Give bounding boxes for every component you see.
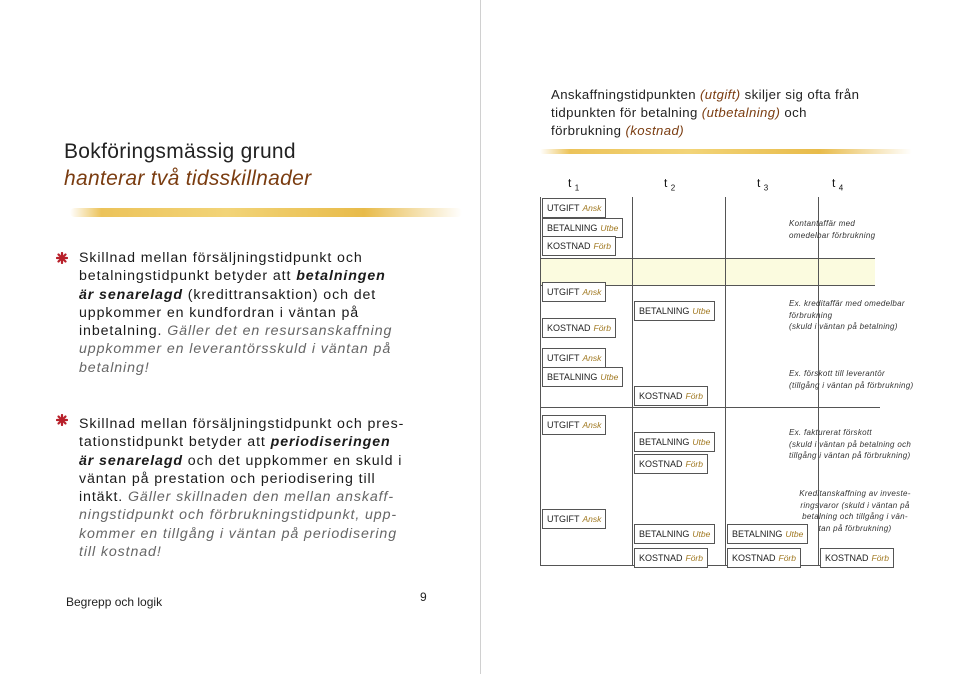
box-label: KOSTNAD xyxy=(825,553,869,563)
text-run: betalningstidpunkt betyder att xyxy=(79,268,297,285)
bullet-paragraph-1 xyxy=(79,249,419,377)
footer-label: Begrepp och logik xyxy=(66,595,163,609)
text-run-grey: Gäller det en resursanskaffning xyxy=(167,323,393,340)
box-sublabel: Ansk xyxy=(582,287,602,297)
t-subscript: 4 xyxy=(838,183,844,193)
box-kostnad xyxy=(542,318,616,338)
box-sublabel: Förb xyxy=(685,553,703,563)
timeline-vertical xyxy=(540,197,541,565)
box-label: BETALNING xyxy=(639,306,690,316)
timeline-vertical xyxy=(725,197,726,565)
box-label: UTGIFT xyxy=(547,287,580,297)
box-label: KOSTNAD xyxy=(639,459,683,469)
box-utgift xyxy=(542,348,606,368)
text-run: intäkt. xyxy=(79,489,128,506)
page-title: Bokföringsmässig grund xyxy=(64,140,296,163)
box-label: KOSTNAD xyxy=(639,553,683,563)
box-sublabel: Utbe xyxy=(692,306,711,316)
note-line: Ex. kreditaffär med omedelbar xyxy=(789,299,905,308)
box-sublabel: Förb xyxy=(685,391,703,401)
box-kostnad xyxy=(727,548,801,568)
emphasis: betalningen xyxy=(296,268,386,285)
note-line: tan på förbrukning) xyxy=(818,523,892,533)
text-run: skiljer sig ofta från xyxy=(740,87,860,102)
text-line xyxy=(79,433,424,451)
text-line: uppkommer en kundfordran i väntan på xyxy=(79,304,360,321)
box-label: BETALNING xyxy=(547,223,598,233)
box-kostnad xyxy=(820,548,894,568)
text-line xyxy=(79,488,424,506)
box-label: BETALNING xyxy=(547,372,598,382)
note-advance-to-supplier xyxy=(789,368,914,391)
text-line xyxy=(79,322,419,340)
box-sublabel: Ansk xyxy=(582,514,602,524)
text-line: ningstidpunkt och förbrukningstidpunkt, upp- xyxy=(79,507,398,524)
text-line xyxy=(79,452,424,470)
emphasis: är senarelagd xyxy=(79,286,183,303)
emphasis: periodiseringen xyxy=(270,434,391,451)
text-line: Skillnad mellan försäljningstidpunkt och pres- xyxy=(79,416,405,432)
text-line: Skillnad mellan försäljningstidpunkt och xyxy=(79,250,363,266)
note-line: (skuld i väntan på betalning och xyxy=(789,439,912,449)
text-run: inbetalning. xyxy=(79,323,168,340)
box-label: BETALNING xyxy=(639,529,690,539)
text-run-italic: (utgift) xyxy=(700,87,741,102)
text-run: förbrukning xyxy=(551,123,626,138)
box-utgift xyxy=(542,509,606,529)
time-label-t2 xyxy=(664,176,675,192)
note-invoiced-advance xyxy=(789,427,911,462)
note-credit-transaction xyxy=(789,298,905,333)
text-line: till kostnad! xyxy=(79,544,162,561)
box-utgift xyxy=(542,198,606,218)
text-line: kommer en tillgång i väntan på periodisering xyxy=(79,525,397,542)
emphasis: är senarelagd xyxy=(79,452,183,469)
box-kostnad xyxy=(634,386,708,406)
text-run: och det uppkommer en skuld i xyxy=(182,452,403,469)
box-label: KOSTNAD xyxy=(639,391,683,401)
box-sublabel: Utbe xyxy=(785,529,804,539)
text-line xyxy=(551,86,931,104)
text-run-italic: (utbetalning) xyxy=(701,105,781,120)
note-credit-investment xyxy=(785,488,925,534)
box-sublabel: Förb xyxy=(778,553,796,563)
decorative-brush-stroke xyxy=(540,149,912,154)
t-subscript: 3 xyxy=(763,183,769,193)
text-line xyxy=(551,104,931,122)
note-line: betalning och tillgång i vän- xyxy=(802,512,908,521)
t-letter: t xyxy=(568,176,572,190)
box-betalning xyxy=(634,432,715,452)
text-line xyxy=(79,286,419,304)
t-letter: t xyxy=(757,176,761,190)
note-line: förbrukning xyxy=(789,310,833,320)
time-label-t3 xyxy=(757,176,768,192)
box-betalning xyxy=(634,524,715,544)
text-run: (kredittransaktion) och det xyxy=(182,286,377,303)
box-sublabel: Ansk xyxy=(582,353,602,363)
bullet-paragraph-2 xyxy=(79,415,424,561)
box-label: BETALNING xyxy=(732,529,783,539)
box-label: KOSTNAD xyxy=(732,553,776,563)
t-letter: t xyxy=(832,176,836,190)
text-line: väntan på prestation och periodisering till xyxy=(79,470,376,487)
note-cash-transaction xyxy=(789,218,875,241)
box-betalning xyxy=(542,218,623,238)
note-line: (tillgång i väntan på förbrukning) xyxy=(789,380,914,390)
box-utgift xyxy=(542,282,606,302)
box-sublabel: Utbe xyxy=(600,223,619,233)
box-sublabel: Förb xyxy=(685,459,703,469)
time-label-t1 xyxy=(568,176,579,192)
text-run: tidpunkten för betalning xyxy=(551,105,702,120)
box-betalning xyxy=(542,367,623,387)
decorative-brush-stroke xyxy=(70,208,462,217)
note-line: ringsvaror (skuld i väntan på xyxy=(800,500,910,510)
note-line: Ex. fakturerat förskott xyxy=(789,428,872,437)
text-line: uppkommer en leverantörsskuld i väntan på xyxy=(79,341,392,358)
box-label: UTGIFT xyxy=(547,203,580,213)
asterisk-flower-icon xyxy=(56,414,68,426)
box-kostnad xyxy=(634,548,708,568)
box-sublabel: Ansk xyxy=(582,203,602,213)
text-line xyxy=(551,122,931,140)
t-subscript: 2 xyxy=(670,183,676,193)
note-line: (skuld i väntan på betalning) xyxy=(789,322,898,331)
note-line: Kontantaffär med xyxy=(789,219,856,228)
timeline-vertical xyxy=(632,197,633,565)
asterisk-flower-icon xyxy=(56,252,68,264)
text-run-grey: Gäller skillnaden den mellan anskaff- xyxy=(128,489,394,506)
page-divider xyxy=(480,0,481,674)
box-label: BETALNING xyxy=(639,437,690,447)
intro-paragraph xyxy=(551,86,931,140)
note-line: Ex. förskott till leverantör xyxy=(789,369,885,378)
box-utgift xyxy=(542,415,606,435)
note-line: tillgång i väntan på förbrukning) xyxy=(789,451,911,460)
box-sublabel: Ansk xyxy=(582,420,602,430)
t-letter: t xyxy=(664,176,668,190)
box-betalning xyxy=(634,301,715,321)
box-sublabel: Utbe xyxy=(692,529,711,539)
box-sublabel: Förb xyxy=(593,323,611,333)
box-sublabel: Utbe xyxy=(600,372,619,382)
note-line: Kreditanskaffning av investe- xyxy=(799,489,911,498)
time-label-t4 xyxy=(832,176,843,192)
page-number: 9 xyxy=(420,590,427,604)
text-run-italic: (kostnad) xyxy=(625,123,685,138)
t-subscript: 1 xyxy=(574,183,580,193)
note-line: omedelbar förbrukning xyxy=(789,230,876,240)
box-label: UTGIFT xyxy=(547,353,580,363)
box-label: UTGIFT xyxy=(547,514,580,524)
box-label: KOSTNAD xyxy=(547,323,591,333)
page-subtitle: hanterar två tidsskillnader xyxy=(64,167,312,190)
text-run: tationstidpunkt betyder att xyxy=(79,434,271,451)
text-line xyxy=(79,267,419,285)
text-line: betalning! xyxy=(79,359,150,376)
box-sublabel: Förb xyxy=(871,553,889,563)
box-label: KOSTNAD xyxy=(547,241,591,251)
text-run: och xyxy=(780,105,807,120)
row-separator xyxy=(540,407,880,408)
text-run: Anskaffningstidpunkten xyxy=(551,87,700,102)
box-sublabel: Utbe xyxy=(692,437,711,447)
box-label: UTGIFT xyxy=(547,420,580,430)
box-kostnad xyxy=(542,236,616,256)
box-kostnad xyxy=(634,454,708,474)
box-sublabel: Förb xyxy=(593,241,611,251)
